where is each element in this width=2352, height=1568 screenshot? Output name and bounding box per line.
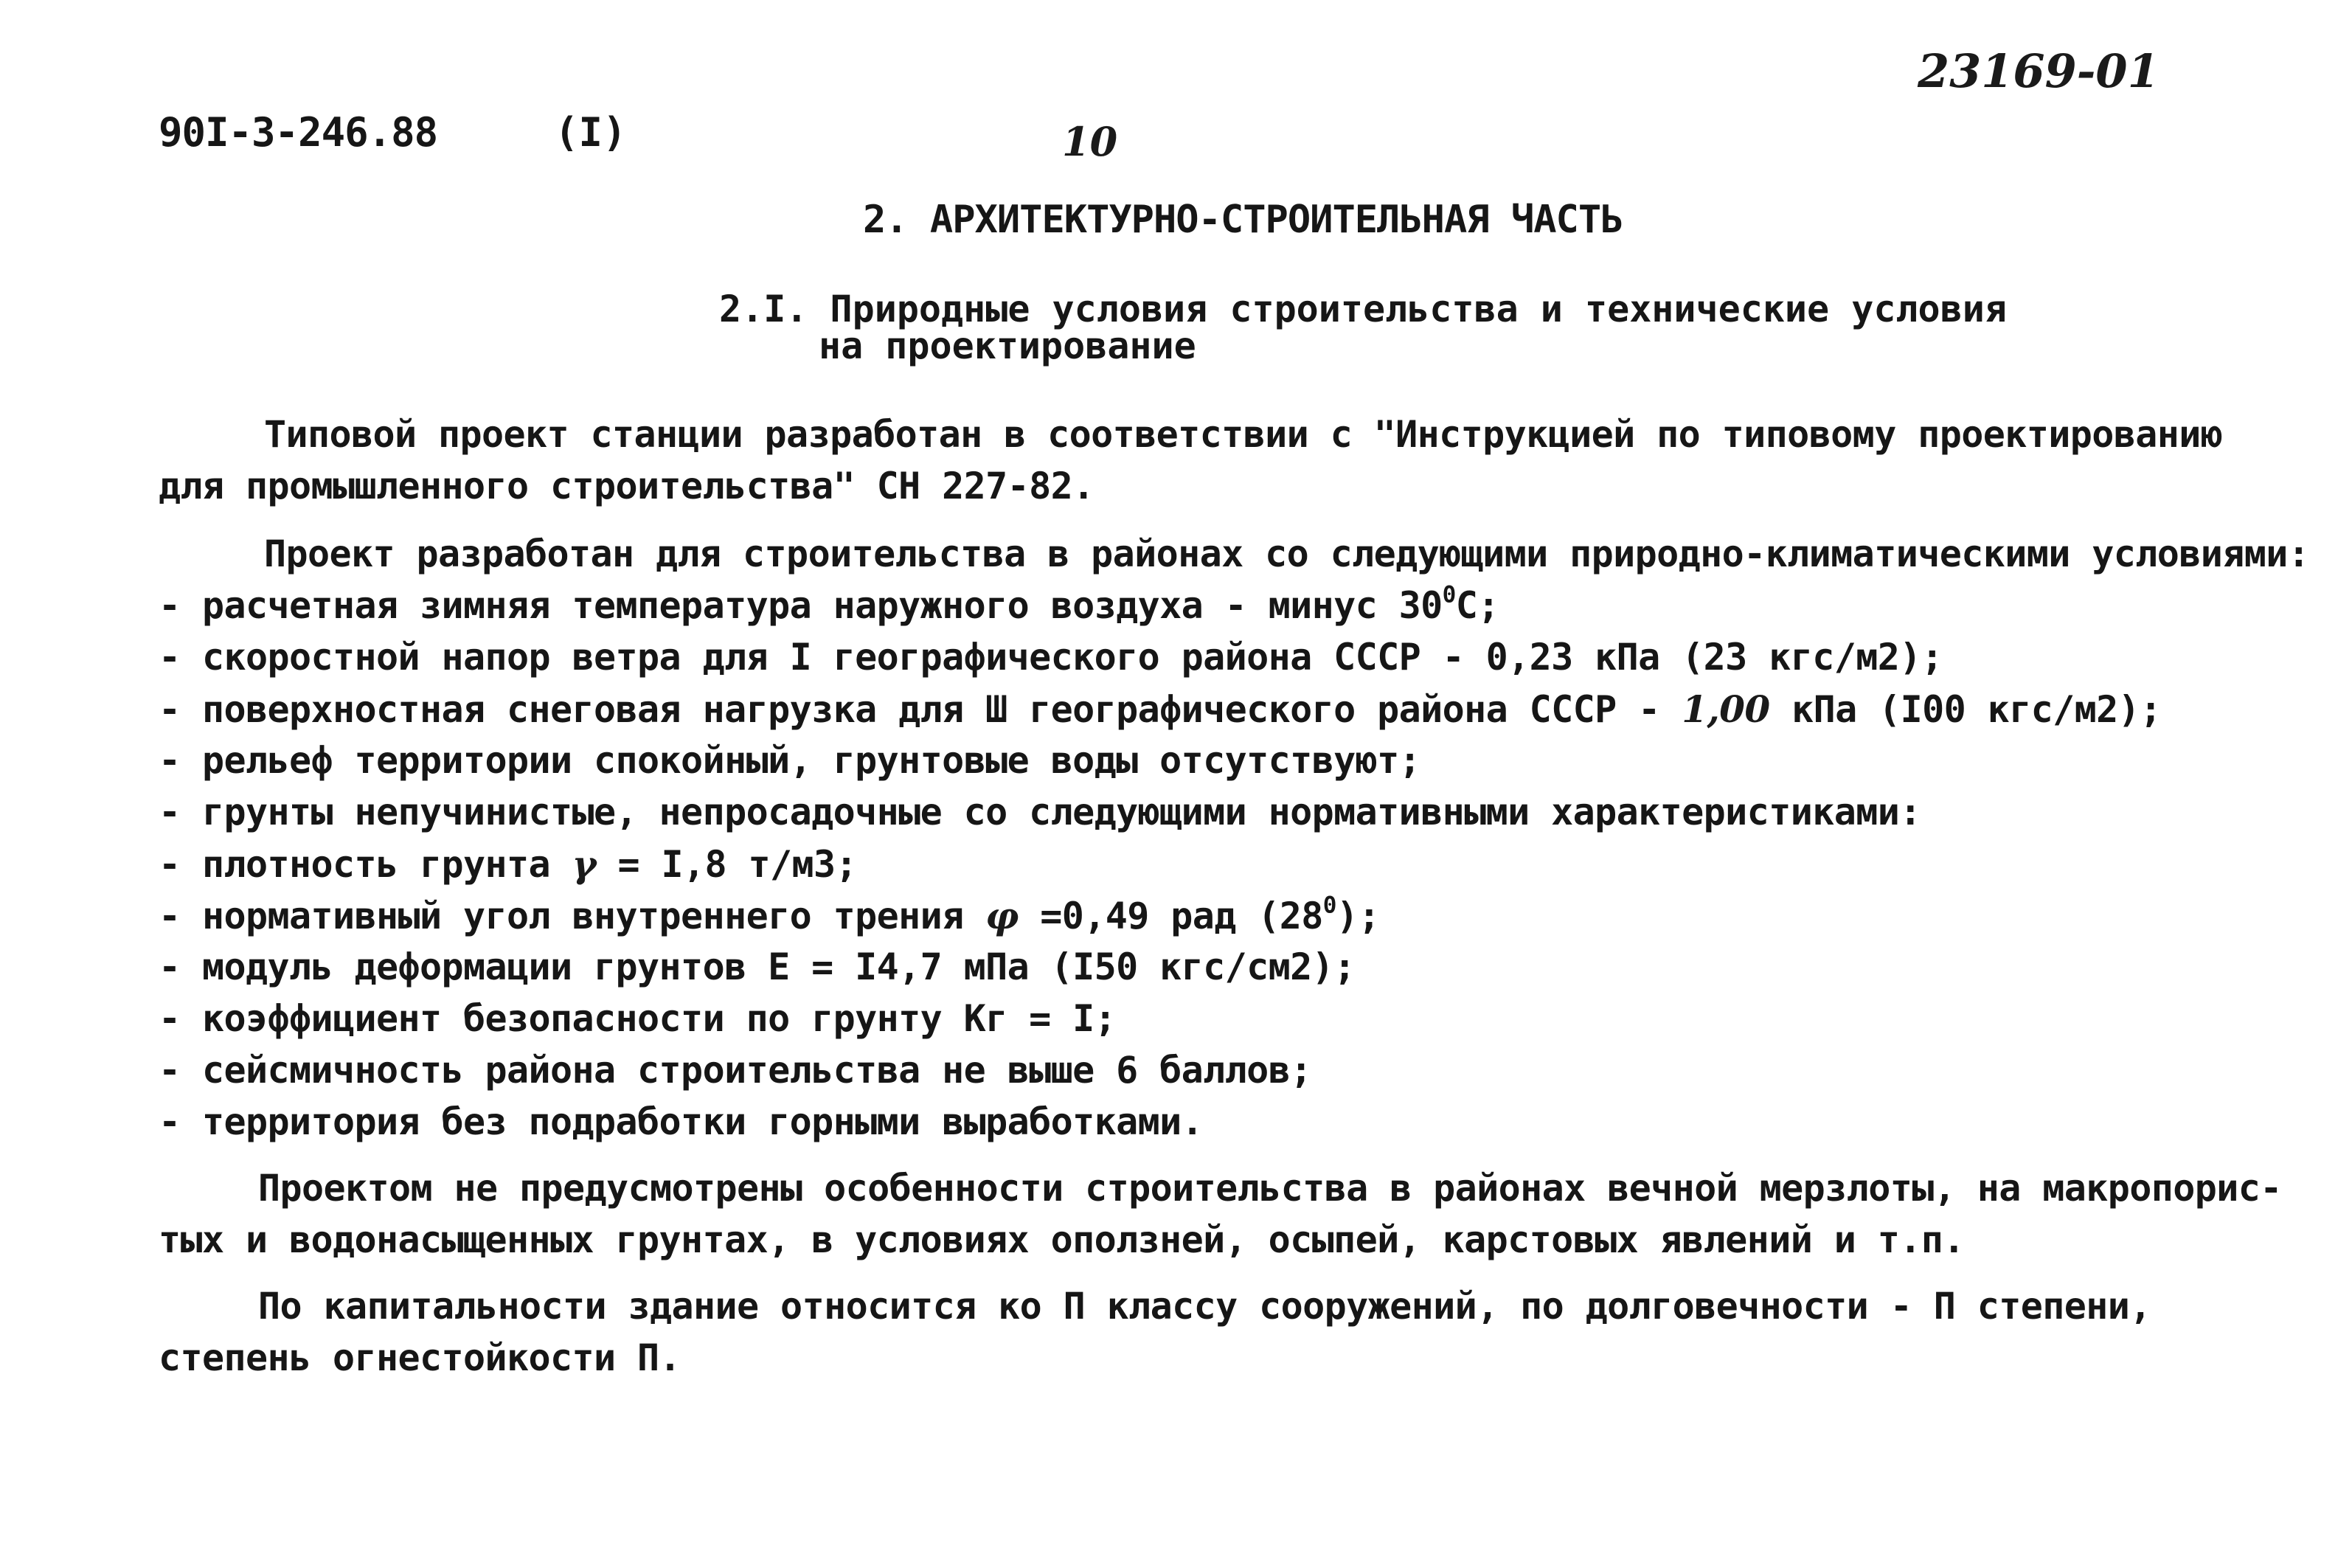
document-code: 90I-3-246.88	[159, 109, 438, 156]
snow-unit: кПа (I00 кгс/м2);	[1769, 688, 2162, 731]
handwritten-stamp: 23169-01	[1918, 44, 2160, 98]
degree-superscript: 0	[1442, 581, 1456, 608]
section-title: 2. АРХИТЕКТУРНО-СТРОИТЕЛЬНАЯ ЧАСТЬ	[863, 198, 1623, 242]
gamma-symbol: γ	[572, 842, 596, 886]
friction-text: - нормативный угол внутреннего трения	[159, 895, 986, 937]
list-item-modulus: - модуль деформации грунтов Е = I4,7 мПа (I50 кгс/см2);	[159, 946, 1356, 988]
temperature-text: - расчетная зимняя температура наружного воздуха - минус 30	[159, 584, 1443, 627]
conditions-lead: Проект разработан для строительства в районах со следующими природно-климатическими условиями:	[264, 533, 2310, 575]
intro-paragraph-line2: для промышленного строительства" СН 227-82.	[159, 465, 1095, 507]
temperature-unit: С;	[1455, 584, 1499, 627]
list-item-wind: - скоростной напор ветра для I географического района СССР - 0,23 кПа (23 кгс/м2);	[159, 636, 1943, 679]
snow-text: - поверхностная снеговая нагрузка для Ш географического района СССР -	[159, 688, 1682, 731]
subsection-title-line2: на проектирование	[819, 325, 1196, 367]
list-item-soils: - грунты непучинистые, непросадочные со следующими нормативными характеристиками:	[159, 791, 1921, 833]
list-item-snow	[159, 687, 2162, 731]
list-item-relief: - рельеф территории спокойный, грунтовые воды отсутствуют;	[159, 739, 1421, 782]
density-text: - плотность грунта	[159, 843, 572, 886]
list-item-friction	[159, 894, 1380, 937]
class-paragraph-line1: По капитальности здание относится ко П классу сооружений, по долговечности - П степени,	[258, 1285, 2151, 1328]
subsection-title-line1: 2.I. Природные условия строительства и технические условия	[719, 288, 2007, 330]
class-paragraph-line2: степень огнестойкости П.	[159, 1336, 681, 1379]
degree-superscript: 0	[1322, 892, 1336, 919]
sheet-tag: (I)	[555, 109, 627, 156]
list-item-seismic: - сейсмичность района строительства не выше 6 баллов;	[159, 1049, 1312, 1092]
list-item-temperature	[159, 581, 1499, 627]
list-item-density	[159, 842, 857, 886]
snow-handwritten-value: 1,00	[1682, 687, 1770, 731]
friction-value: =0,49 рад (28	[1018, 895, 1323, 937]
density-value: = I,8 т/м3;	[595, 843, 858, 886]
list-item-safety: - коэффициент безопасности по грунту Кг = I;	[159, 997, 1117, 1040]
page-number: 10	[1062, 118, 1118, 165]
intro-paragraph-line1: Типовой проект станции разработан в соответствии с "Инструкцией по типовому проектированию	[264, 413, 2223, 456]
permafrost-paragraph-line2: тых и водонасыщенных грунтах, в условиях оползней, осыпей, карстовых явлений и т.п.	[159, 1218, 1965, 1261]
friction-close: );	[1336, 895, 1380, 937]
permafrost-paragraph-line1: Проектом не предусмотрены особенности строительства в районах вечной мерзлоты, на макропорис-	[258, 1167, 2282, 1210]
phi-symbol: φ	[985, 894, 1019, 937]
list-item-mining: - территория без подработки горными выработками.	[159, 1100, 1204, 1143]
